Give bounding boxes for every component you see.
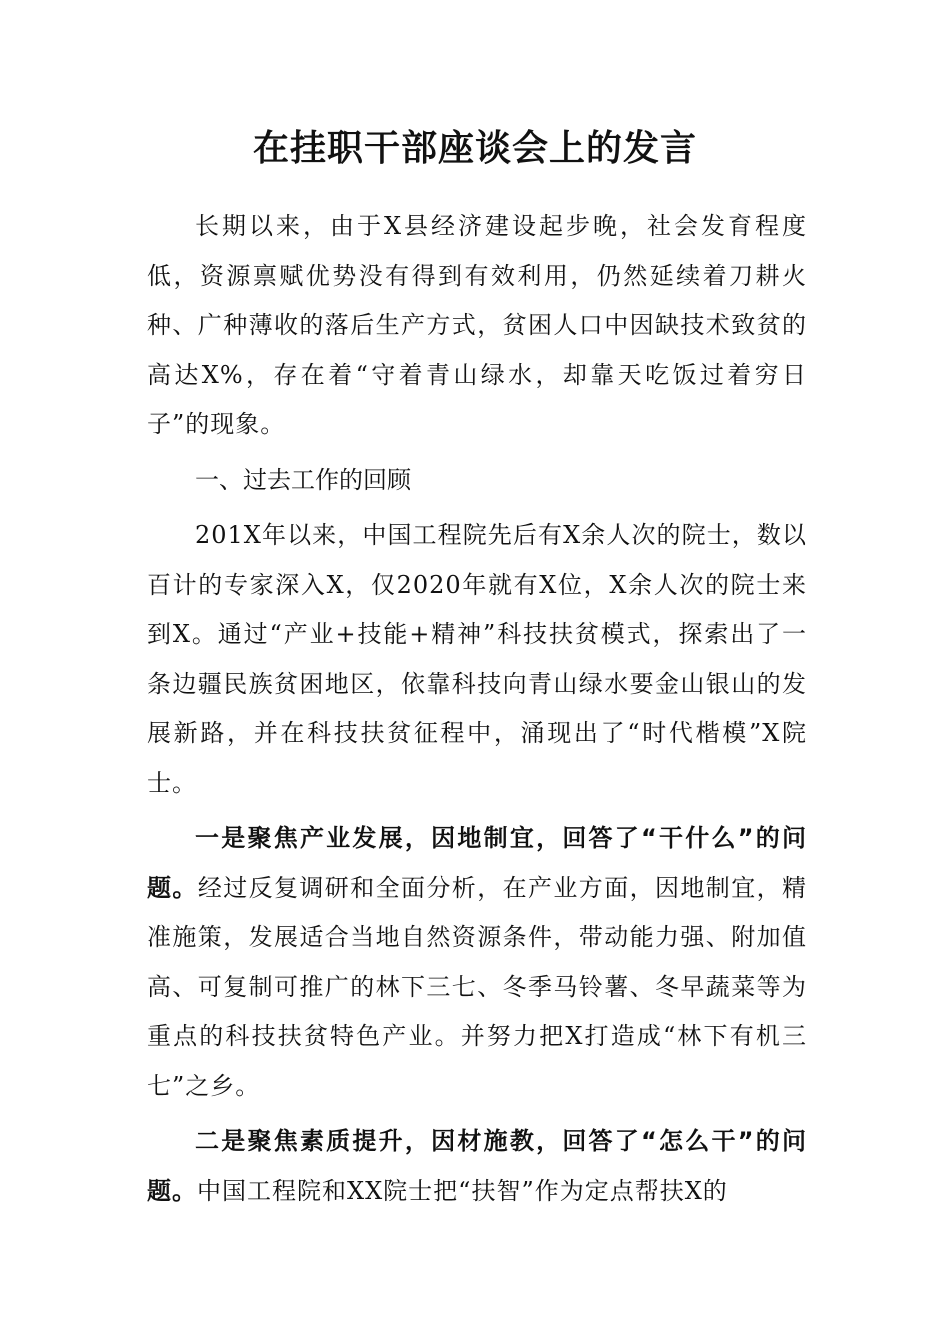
point-two-paragraph [147,1117,807,1216]
point-one-paragraph [147,814,807,1111]
point-two-body: 中国工程院和XX院士把“扶智”作为定点帮扶X的 [197,1176,728,1205]
section-heading: 一、过去工作的回顾 [195,465,411,494]
point-two-lead: 二是聚焦素质提升，因材施教，回答了“怎么干”的问题。 [147,1127,807,1205]
point-one-lead: 一是聚焦产业发展，因地制宜，回答了“干什么”的问题。 [147,824,807,902]
document-body [147,202,807,1216]
document-title: 在挂职干部座谈会上的发言 [252,127,697,169]
intro-paragraph: 长期以来，由于X县经济建设起步晚，社会发育程度低，资源禀赋优势没有得到有效利用，仍然延续着刀耕火种、广种薄收的落后生产方式，贫困人口中因缺技术致贫的高达X%，存在着“守着青山绿水，却靠天吃饭过着穷日子”的现象。 [147,212,807,438]
section-paragraph: 201X年以来，中国工程院先后有X余人次的院士，数以百计的专家深入X，仅2020年就有X位，X余人次的院士来到X。通过“产业+技能+精神”科技扶贫模式，探索出了一条边疆民族贫困地区，依靠科技向青山绿水要金山银山的发展新路，并在科技扶贫征程中，涌现出了“时代楷模”X院士。 [147,521,807,797]
point-one-body: 经过反复调研和全面分析，在产业方面，因地制宜，精准施策，发展适合当地自然资源条件，带动能力强、附加值高、可复制可推广的林下三七、冬季马铃薯、冬早蔬菜等为重点的科技扶贫特色产业。并努力把X打造成“林下有机三七”之乡。 [147,873,808,1100]
